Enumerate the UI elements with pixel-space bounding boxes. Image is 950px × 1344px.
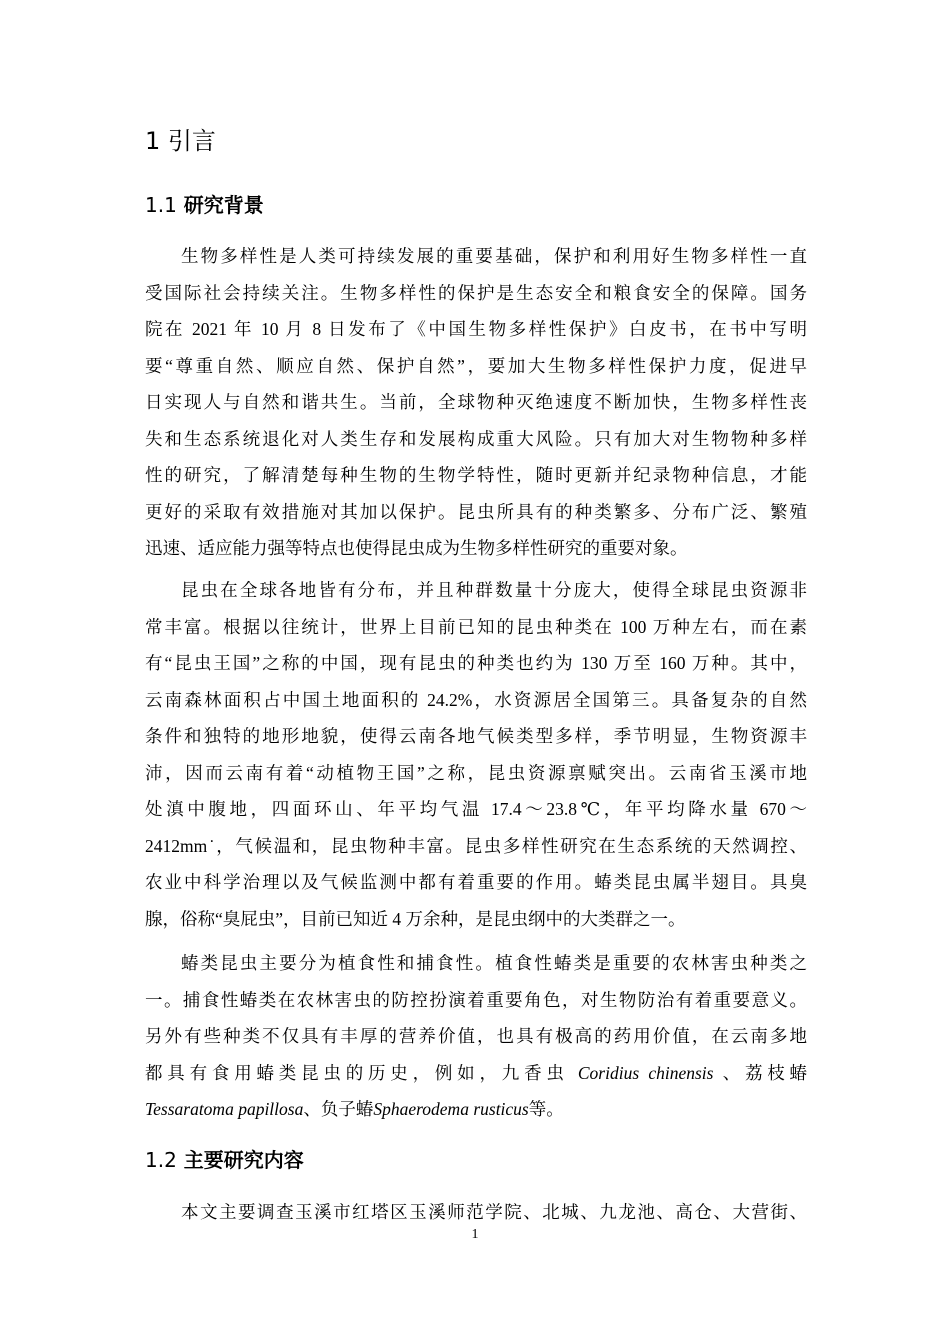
chapter-heading: 1 引言	[145, 127, 216, 155]
paragraph-line: 蝽类昆虫主要分为植食性和捕食性。植食性蝽类是重要的农林害虫种类之	[181, 953, 807, 973]
section-number: 1.2	[145, 1148, 177, 1172]
paragraph-3	[145, 945, 807, 1128]
paragraph-line: 更好的采取有效措施对其加以保护。昆虫所具有的种类繁多、分布广泛、繁殖	[145, 501, 807, 522]
paragraph-line: 常丰富。根据以往统计，世界上目前已知的昆虫种类在 100 万种左右，而在素	[145, 616, 807, 637]
paragraph-line: 云南森林面积占中国土地面积的 24.2%，水资源居全国第三。具备复杂的自然	[145, 689, 807, 710]
paragraph-2	[145, 572, 807, 937]
paragraph-line-with-species	[145, 1055, 807, 1092]
paragraph-line: 性的研究，了解清楚每种生物的生物学特性，随时更新并纪录物种信息，才能	[145, 465, 807, 485]
paragraph-line: 院在 2021 年 10 月 8 日发布了《中国生物多样性保护》白皮书，在书中写明	[145, 319, 807, 339]
paragraph-line: 本文主要调查玉溪市红塔区玉溪师范学院、北城、九龙池、高仓、大营街、	[181, 1202, 807, 1222]
section-heading-1-2	[145, 1145, 304, 1175]
text-segment: 都具有食用蝽类昆虫的历史，例如，九香虫	[145, 1062, 569, 1083]
paragraph-line: 沛，因而云南有着“动植物王国”之称，昆虫资源禀赋突出。云南省玉溪市地	[145, 762, 807, 783]
paragraph-line: 有“昆虫王国”之称的中国，现有昆虫的种类也约为 130 万至 160 万种。其中，	[145, 653, 807, 673]
text-segment: 、负子蝽	[303, 1099, 374, 1119]
section-heading-1-1	[145, 190, 264, 220]
paragraph-line: 另外有些种类不仅具有丰厚的营养价值，也具有极高的药用价值，在云南多地	[145, 1026, 807, 1046]
species-name: Tessaratoma papillosa	[145, 1099, 304, 1119]
paragraph-line: 农业中科学治理以及气候监测中都有着重要的作用。蝽类昆虫属半翅目。具臭	[145, 872, 807, 892]
paragraph-line: 迅速、适应能力强等特点也使得昆虫成为生物多样性研究的重要对象。	[145, 538, 688, 558]
paragraph-line: 日实现人与自然和谐共生。当前，全球物种灭绝速度不断加快，生物多样性丧	[145, 392, 807, 412]
species-name: Coridius chinensis	[577, 1062, 714, 1083]
paragraph-line: 2412mm˙，气候温和，昆虫物种丰富。昆虫多样性研究在生态系统的天然调控、	[145, 835, 807, 856]
section-number: 1.1	[145, 193, 177, 217]
paragraph-line: 条件和独特的地形地貌，使得云南各地气候类型多样，季节明显，生物资源丰	[145, 726, 807, 746]
section-title: 主要研究内容	[183, 1148, 304, 1172]
paragraph-line: 腺，俗称“臭屁虫”，目前已知近 4 万余种，是昆虫纲中的大类群之一。	[145, 908, 686, 929]
section-title: 研究背景	[183, 193, 264, 217]
species-name: Sphaerodema rusticus	[373, 1099, 529, 1119]
text-segment: 等。	[528, 1099, 564, 1119]
paragraph-line: 处滇中腹地，四面环山、年平均气温 17.4～23.8℃，年平均降水量 670～	[145, 799, 807, 819]
paragraph-line: 受国际社会持续关注。生物多样性的保护是生态安全和粮食安全的保障。国务	[145, 282, 807, 303]
text-segment: 、荔枝蝽	[722, 1062, 808, 1083]
paragraph-line: 要“尊重自然、顺应自然、保护自然”，要加大生物多样性保护力度，促进早	[145, 355, 807, 376]
paragraph-line-with-species	[145, 1091, 807, 1128]
page-number: 1	[471, 1227, 479, 1242]
paragraph-line: 昆虫在全球各地皆有分布，并且种群数量十分庞大，使得全球昆虫资源非	[181, 580, 807, 600]
paragraph-1	[145, 238, 807, 567]
paragraph-line: 失和生态系统退化对人类生存和发展构成重大风险。只有加大对生物物种多样	[145, 428, 807, 449]
paragraph-line: 生物多样性是人类可持续发展的重要基础，保护和利用好生物多样性一直	[181, 246, 807, 266]
paragraph-line: 一。捕食性蝽类在农林害虫的防控扮演着重要角色，对生物防治有着重要意义。	[145, 989, 807, 1010]
